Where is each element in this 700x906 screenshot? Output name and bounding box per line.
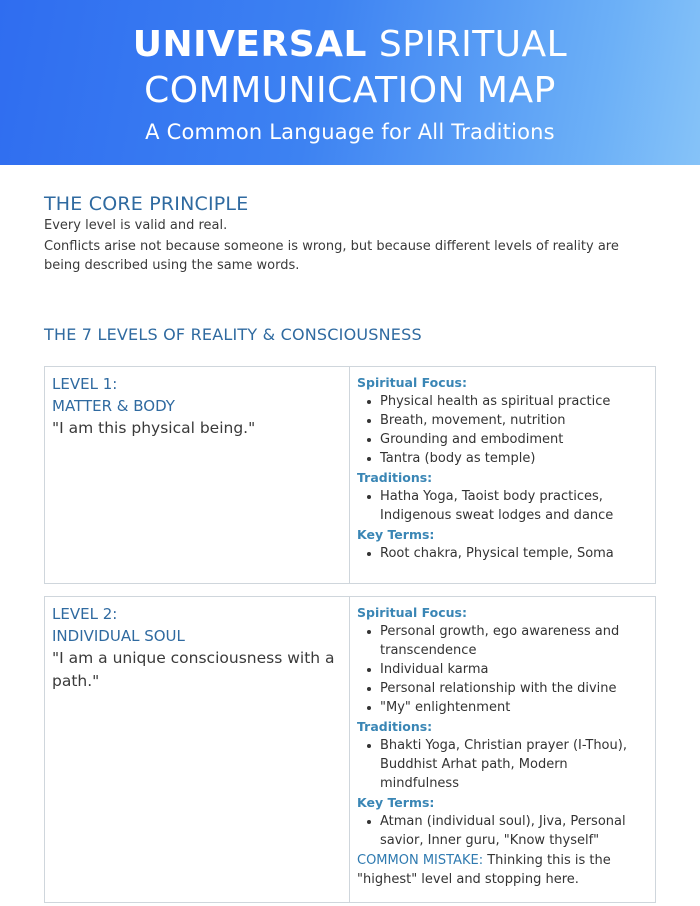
- traditions-list: [357, 736, 648, 793]
- common-mistake-note: [357, 851, 648, 890]
- levels-heading: THE 7 LEVELS OF REALITY & CONSCIOUSNESS: [44, 324, 422, 344]
- core-principle-heading: THE CORE PRINCIPLE: [44, 193, 249, 215]
- core-principle-line-2: Conflicts arise not because someone is wrong, but because different levels of reality are being described using the same words.: [44, 238, 619, 273]
- title-line-1: [0, 22, 700, 68]
- key-terms-label: Key Terms:: [357, 526, 435, 542]
- level-1-summary: [45, 367, 350, 583]
- spiritual-focus-label: Spiritual Focus:: [357, 604, 467, 620]
- level-quote: "I am a unique consciousness with a path.": [52, 648, 335, 690]
- level-1-card: [44, 366, 656, 584]
- level-2-details: [350, 597, 655, 902]
- level-name: INDIVIDUAL SOUL: [52, 626, 185, 645]
- list-item: Bhakti Yoga, Christian prayer (I-Thou), Buddhist Arhat path, Modern mindfulness: [380, 736, 648, 793]
- title-line-2: COMMUNICATION MAP: [144, 70, 556, 111]
- title-bold: UNIVERSAL: [132, 24, 367, 65]
- list-item: Atman (individual soul), Jiva, Personal savior, Inner guru, "Know thyself": [380, 812, 648, 850]
- common-mistake-label: COMMON MISTAKE:: [357, 852, 484, 868]
- spiritual-focus-list: [357, 622, 648, 717]
- spiritual-focus-list: [357, 392, 648, 468]
- list-item: Breath, movement, nutrition: [380, 411, 648, 430]
- level-quote: "I am this physical being.": [52, 418, 256, 437]
- list-item: Grounding and embodiment: [380, 430, 648, 449]
- traditions-label: Traditions:: [357, 469, 433, 485]
- list-item: Root chakra, Physical temple, Soma: [380, 544, 648, 563]
- main-content: [0, 193, 700, 903]
- list-item: Physical health as spiritual practice: [380, 392, 648, 411]
- list-item: Tantra (body as temple): [380, 449, 648, 468]
- level-2-summary: [45, 597, 350, 902]
- subtitle: A Common Language for All Traditions: [145, 120, 555, 144]
- level-name: MATTER & BODY: [52, 396, 175, 415]
- key-terms-list: [357, 812, 648, 850]
- core-principle-line-1: Every level is valid and real.: [44, 218, 228, 233]
- level-1-details: [350, 367, 655, 583]
- key-terms-label: Key Terms:: [357, 794, 435, 810]
- title-rest: SPIRITUAL: [366, 24, 568, 65]
- common-mistake-text: Thinking this is the "highest" level and stopping here.: [357, 852, 611, 887]
- list-item: "My" enlightenment: [380, 698, 648, 717]
- traditions-label: Traditions:: [357, 718, 433, 734]
- list-item: Hatha Yoga, Taoist body practices, Indigenous sweat lodges and dance: [380, 487, 648, 525]
- level-2-card: [44, 596, 656, 903]
- list-item: Personal relationship with the divine: [380, 679, 648, 698]
- key-terms-list: [357, 544, 648, 563]
- traditions-list: [357, 487, 648, 525]
- list-item: Personal growth, ego awareness and transcendence: [380, 622, 648, 660]
- level-number: LEVEL 2:: [52, 604, 118, 623]
- header-banner: [0, 0, 700, 165]
- list-item: Individual karma: [380, 660, 648, 679]
- spiritual-focus-label: Spiritual Focus:: [357, 374, 467, 390]
- level-number: LEVEL 1:: [52, 374, 118, 393]
